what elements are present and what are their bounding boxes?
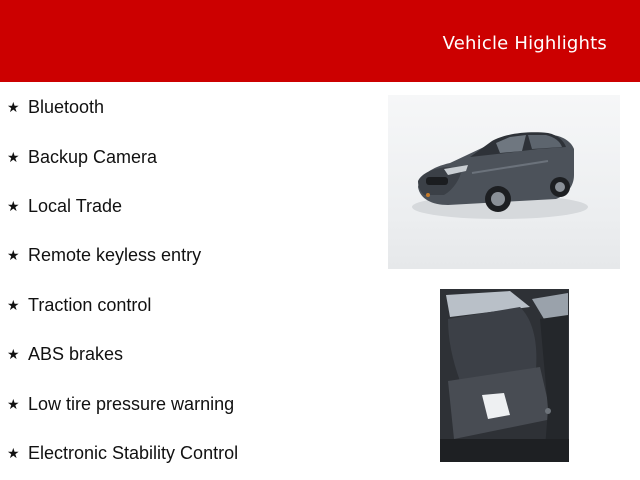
feature-label: Local Trade	[28, 195, 123, 216]
feature-label: Electronic Stability Control	[28, 442, 239, 463]
star-icon: ★	[7, 346, 20, 362]
feature-item	[7, 294, 151, 316]
feature-item	[7, 195, 122, 217]
feature-item	[7, 343, 123, 365]
car-exterior-photo	[388, 95, 620, 269]
star-icon: ★	[7, 396, 20, 412]
feature-label: Low tire pressure warning	[28, 393, 235, 414]
feature-item	[7, 442, 238, 464]
star-icon: ★	[7, 198, 20, 214]
feature-label: ABS brakes	[28, 343, 124, 364]
feature-label: Bluetooth	[28, 96, 105, 117]
star-icon: ★	[7, 297, 20, 313]
header-title: Vehicle Highlights	[442, 33, 607, 54]
feature-item	[7, 244, 201, 266]
feature-item	[7, 96, 104, 118]
feature-item	[7, 146, 157, 168]
feature-item	[7, 393, 234, 415]
star-icon: ★	[7, 247, 20, 263]
feature-label: Traction control	[28, 294, 152, 315]
star-icon: ★	[7, 149, 20, 165]
star-icon: ★	[7, 99, 20, 115]
feature-label: Backup Camera	[28, 146, 158, 167]
header-banner	[0, 0, 640, 82]
rear-seat-interior-photo	[440, 289, 569, 462]
feature-label: Remote keyless entry	[28, 244, 202, 265]
star-icon: ★	[7, 445, 20, 461]
